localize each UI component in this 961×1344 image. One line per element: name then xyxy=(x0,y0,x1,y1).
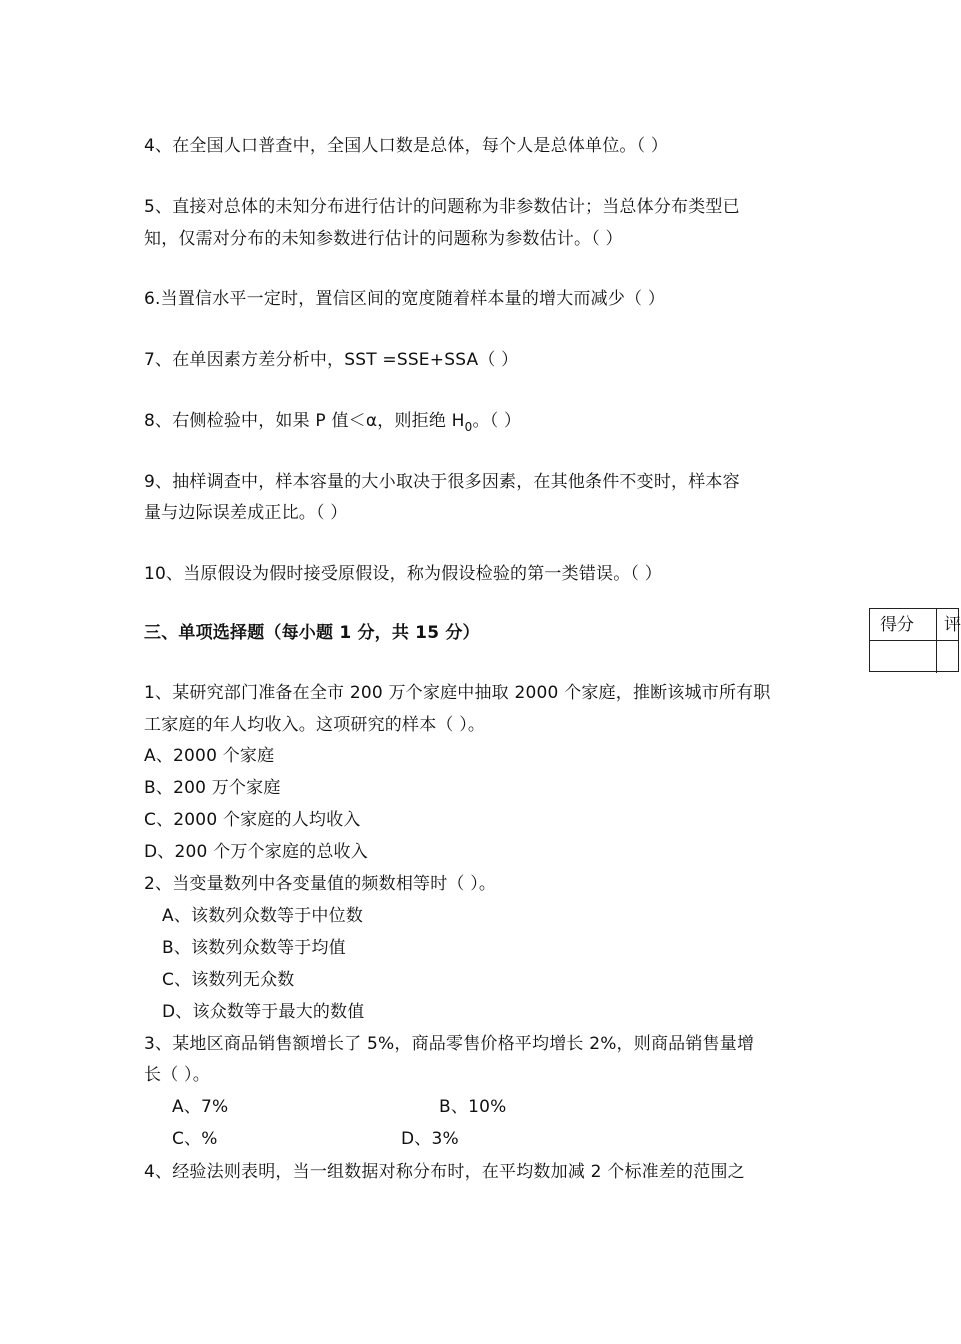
mc-question-1-option-a: A、2000 个家庭 xyxy=(144,746,275,766)
score-value-cell[interactable] xyxy=(870,641,936,673)
score-value-row xyxy=(870,641,958,673)
mc-question-3-line2: 长（ ）。 xyxy=(144,1065,210,1085)
score-next-label: 评 xyxy=(944,615,961,635)
mc-question-1-line1: 1、某研究部门准备在全市 200 万个家庭中抽取 2000 个家庭，推断该城市所有职 xyxy=(144,683,771,703)
mc-question-2-option-a: A、该数列众数等于中位数 xyxy=(162,906,364,926)
score-divider xyxy=(936,609,937,673)
mc-question-3-line1: 3、某地区商品销售额增长了 5%，商品零售价格平均增长 2%，则商品销售量增 xyxy=(144,1034,755,1054)
mc-question-1-option-c: C、2000 个家庭的人均收入 xyxy=(144,810,361,830)
mc-question-2-line1: 2、当变量数列中各变量值的频数相等时（ ）。 xyxy=(144,874,497,894)
mc-question-3-option-c: C、% xyxy=(172,1129,218,1149)
tf-question-10: 10、当原假设为假时接受原假设，称为假设检验的第一类错误。（ ） xyxy=(144,564,662,584)
tf-question-8 xyxy=(144,409,521,434)
score-table xyxy=(869,608,959,672)
mc-question-3-option-d: D、3% xyxy=(401,1129,459,1149)
tf-question-4: 4、在全国人口普查中，全国人口数是总体，每个人是总体单位。（ ） xyxy=(144,136,669,156)
tf-question-5-line2: 知，仅需对分布的未知参数进行估计的问题称为参数估计。（ ） xyxy=(144,229,623,249)
mc-question-1-option-b: B、200 万个家庭 xyxy=(144,778,281,798)
mc-question-1-line2: 工家庭的年人均收入。这项研究的样本（ ）。 xyxy=(144,715,486,735)
subscript-zero: 0 xyxy=(464,420,473,434)
grader-value-cell[interactable] xyxy=(937,641,959,673)
mc-question-2-option-d: D、该众数等于最大的数值 xyxy=(162,1002,365,1022)
tf-question-9-line1: 9、抽样调查中，样本容量的大小取决于很多因素，在其他条件不变时，样本容 xyxy=(144,472,740,492)
mc-question-3-option-b: B、10% xyxy=(439,1097,507,1117)
tf-question-8-text: 8、右侧检验中，如果 P 值＜α，则拒绝 H xyxy=(144,411,465,431)
mc-question-4-line1: 4、经验法则表明，当一组数据对称分布时，在平均数加减 2 个标准差的范围之 xyxy=(144,1162,745,1182)
mc-question-2-option-b: B、该数列众数等于均值 xyxy=(162,938,346,958)
tf-question-9-line2: 量与边际误差成正比。（ ） xyxy=(144,503,348,523)
score-label: 得分 xyxy=(880,615,914,635)
section-title: 三、单项选择题（每小题 1 分，共 15 分） xyxy=(144,623,480,643)
tf-question-5-line1: 5、直接对总体的未知分布进行估计的问题称为非参数估计；当总体分布类型已 xyxy=(144,197,740,217)
mc-question-1-option-d: D、200 个万个家庭的总收入 xyxy=(144,842,368,862)
mc-question-3-option-a: A、7% xyxy=(172,1097,229,1117)
tf-question-6: 6.当置信水平一定时，置信区间的宽度随着样本量的增大而减少（ ） xyxy=(144,289,666,309)
tf-question-7: 7、在单因素方差分析中，SST =SSE+SSA（ ） xyxy=(144,350,519,370)
tf-question-8-tail: 。（ ） xyxy=(472,411,522,431)
mc-question-2-option-c: C、该数列无众数 xyxy=(162,970,295,990)
